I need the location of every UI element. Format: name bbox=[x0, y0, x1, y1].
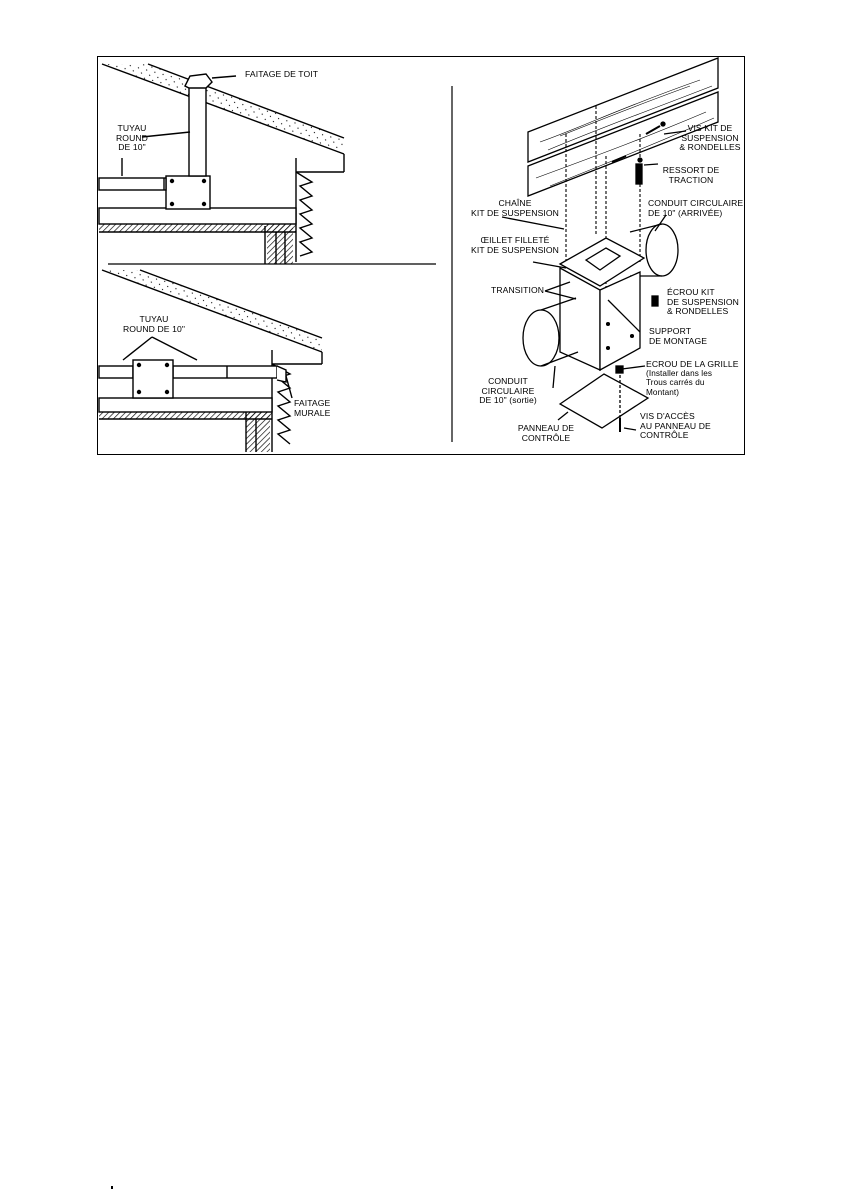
eyelet-line1: ŒILLET FILLETÉ bbox=[480, 235, 550, 245]
wall-ridge-line2: MURALE bbox=[294, 407, 331, 418]
access-screw-line3: CONTRÔLE bbox=[640, 430, 689, 441]
pipe-top-line3: DE 10" bbox=[118, 142, 146, 153]
pipe-bottom-line2: ROUND DE 10" bbox=[122, 323, 186, 334]
nut-kit-line3: & RONDELLES bbox=[667, 306, 729, 317]
mount-support-line2: DE MONTAGE bbox=[649, 335, 708, 346]
pipe-bottom-label bbox=[119, 315, 189, 334]
pipe-bottom-line1: TUYAU bbox=[139, 314, 169, 324]
nut-kit-line2: DE SUSPENSION bbox=[667, 296, 739, 307]
eyelet-line2: KIT DE SUSPENSION bbox=[471, 244, 559, 255]
round-duct-in-line2: DE 10" (ARRIVÉE) bbox=[648, 207, 723, 218]
mount-support-line1: SUPPORT bbox=[649, 326, 692, 336]
nut-kit-line1: ÉCROU KIT bbox=[667, 287, 715, 297]
access-screw-line2: AU PANNEAU DE bbox=[640, 420, 711, 431]
duct-out-line3: DE 10" (sortie) bbox=[479, 395, 537, 406]
grille-nut-line2: (Installer dans les bbox=[646, 369, 713, 379]
round-duct-in-label bbox=[648, 199, 743, 218]
chain-label bbox=[470, 199, 560, 218]
pipe-top-line1: TUYAU bbox=[117, 123, 147, 133]
grille-nut-line3: Trous carrés du bbox=[646, 378, 705, 388]
page-mark bbox=[111, 1186, 113, 1189]
grille-nut-line4: Montant) bbox=[646, 387, 680, 397]
control-panel-line1: PANNEAU DE bbox=[517, 423, 575, 433]
wall-ridge-label bbox=[294, 399, 330, 418]
eyelet-label bbox=[470, 236, 560, 255]
round-duct-in-line1: CONDUIT CIRCULAIRE bbox=[648, 198, 744, 208]
wall-ridge-line1: FAITAGE bbox=[294, 398, 331, 408]
screw-kit-line3: & RONDELLES bbox=[679, 142, 741, 153]
duct-out-line1: CONDUIT bbox=[488, 376, 528, 386]
duct-out-label bbox=[472, 377, 544, 406]
mount-support-label bbox=[649, 327, 707, 346]
chain-line2: KIT DE SUSPENSION bbox=[471, 207, 559, 218]
pipe-top-line2: ROUND bbox=[115, 132, 148, 143]
nut-kit-label bbox=[667, 288, 739, 317]
spring-line2: TRACTION bbox=[668, 174, 714, 185]
screw-kit-line2: SUSPENSION bbox=[681, 132, 739, 143]
spring-line1: RESSORT DE bbox=[662, 165, 720, 175]
transition-label: TRANSITION bbox=[491, 285, 545, 295]
screw-kit-line1: VIS KIT DE bbox=[687, 123, 733, 133]
spring-label bbox=[658, 166, 724, 185]
chain-line1: CHAÎNE bbox=[498, 198, 532, 208]
pipe-top-label bbox=[110, 124, 154, 153]
roof-ridge-label: FAITAGE DE TOIT bbox=[245, 69, 319, 79]
screw-kit-label bbox=[677, 124, 743, 153]
access-screw-line1: VIS D'ACCÈS bbox=[640, 411, 695, 421]
control-panel-label bbox=[512, 424, 580, 443]
duct-out-line2: CIRCULAIRE bbox=[481, 385, 535, 396]
control-panel-line2: CONTRÔLE bbox=[521, 432, 571, 443]
grille-nut-label bbox=[646, 360, 739, 397]
grille-nut-line1: ECROU DE LA GRILLE bbox=[646, 359, 739, 369]
access-screw-label bbox=[640, 412, 711, 441]
